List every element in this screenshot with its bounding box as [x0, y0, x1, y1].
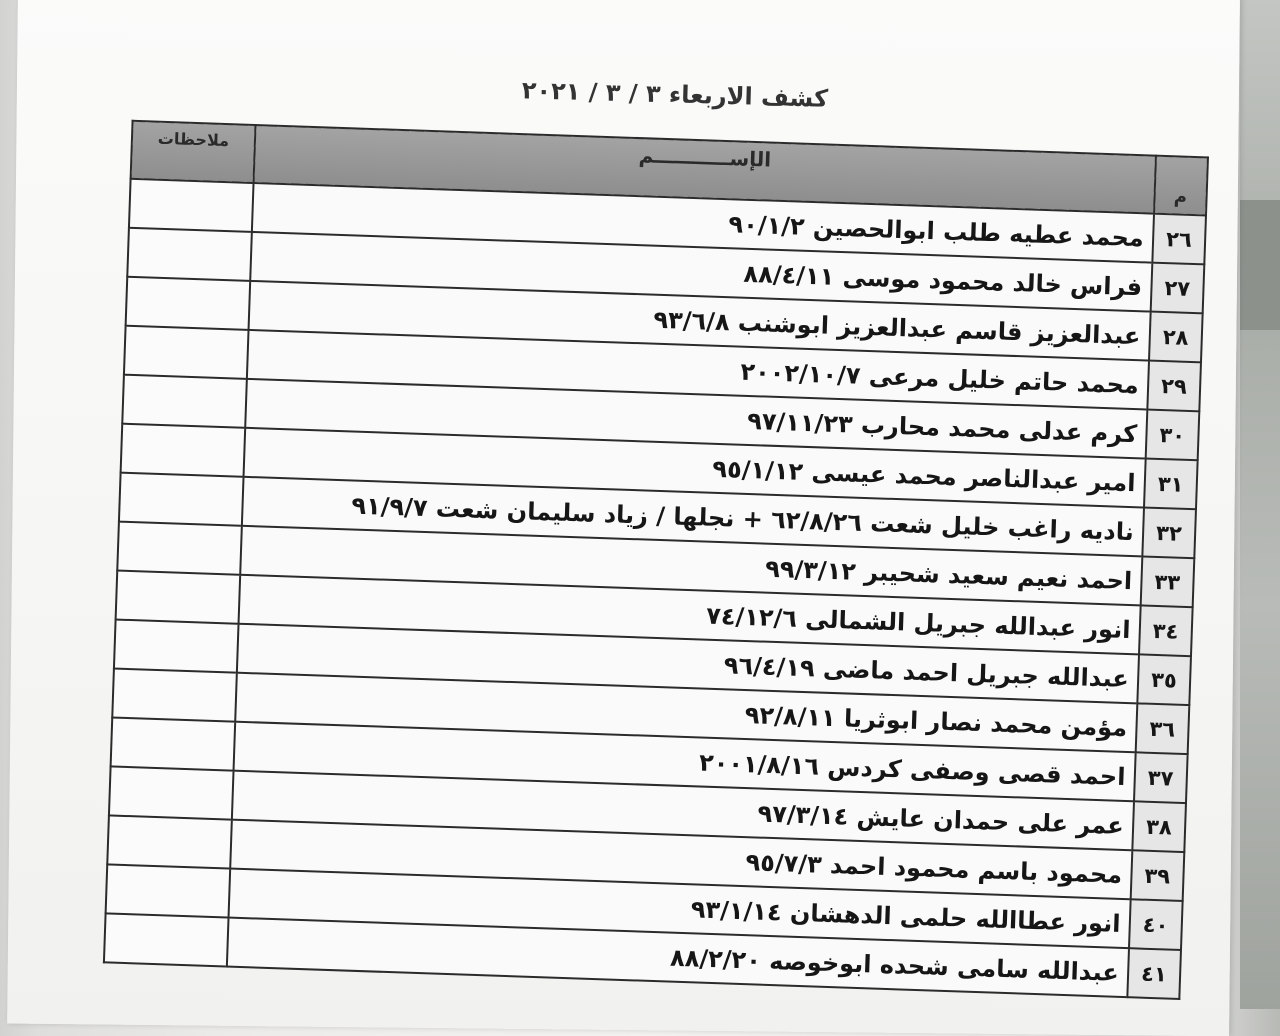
row-name: مؤمن محمد نصار ابوثريا ٩٢/٨/١١	[235, 673, 1137, 753]
row-name: احمد نعيم سعيد شحيبر ٩٩/٣/١٢	[240, 526, 1142, 606]
row-name: احمد قصى وصفى كردس ٢٠٠١/٨/١٦	[233, 722, 1135, 802]
row-number: ٣٣	[1140, 556, 1194, 607]
row-name: ناديه راغب خليل شعت ٦٢/٨/٢٦ + نجلها / زياد سليمان شعت ٩١/٩/٧	[242, 477, 1144, 557]
row-notes	[124, 326, 249, 379]
paper-sheet	[7, 0, 1240, 1036]
roster-table	[103, 120, 1209, 1000]
row-notes	[122, 375, 247, 428]
row-name: عبدالعزيز قاسم عبدالعزيز ابوشنب ٩٣/٦/٨	[248, 281, 1150, 361]
row-name: عبدالله جبريل احمد ماضى ٩٦/٤/١٩	[237, 624, 1139, 704]
row-number: ٣٧	[1134, 752, 1188, 803]
row-notes	[104, 913, 229, 966]
row-notes	[112, 669, 237, 722]
row-notes	[107, 815, 232, 868]
row-notes	[126, 277, 251, 330]
row-name: محمد عطيه طلب ابوالحصين ٩٠/١/٢	[252, 183, 1154, 263]
row-number: ٤٠	[1129, 899, 1183, 950]
row-notes	[106, 864, 231, 917]
row-number: ٣٢	[1142, 507, 1196, 558]
row-number: ٢٨	[1149, 312, 1203, 363]
row-notes	[119, 473, 244, 526]
row-notes	[116, 571, 241, 624]
row-name: انور عبدالله جبريل الشمالى ٧٤/١٢/٦	[238, 575, 1140, 655]
header-notes: ملاحظات	[131, 121, 256, 183]
row-name: محمود باسم محمود احمد ٩٥/٧/٣	[230, 820, 1132, 900]
row-name: محمد حاتم خليل مرعى ٢٠٠٢/١٠/٧	[247, 330, 1149, 410]
row-notes	[129, 179, 254, 232]
row-name: امير عبدالناصر محمد عيسى ٩٥/١/١٢	[243, 428, 1145, 508]
roster-table-container	[103, 120, 1209, 1000]
row-number: ٣٤	[1139, 605, 1193, 656]
row-number: ٢٩	[1147, 361, 1201, 412]
row-number: ٣٨	[1132, 801, 1186, 852]
row-number: ٣٥	[1137, 654, 1191, 705]
row-number: ٢٦	[1152, 214, 1206, 265]
row-number: ٣٦	[1135, 703, 1189, 754]
scanner-panel	[1240, 200, 1280, 330]
row-name: عمر على حمدان عايش ٩٧/٣/١٤	[232, 771, 1134, 851]
row-name: فراس خالد محمود موسى ٨٨/٤/١١	[250, 232, 1152, 312]
row-name: انور عطاالله حلمى الدهشان ٩٣/١/١٤	[228, 869, 1130, 949]
row-number: ٢٧	[1150, 263, 1204, 314]
row-name: كرم عدلى محمد محارب ٩٧/١١/٢٣	[245, 379, 1147, 459]
scanner-housing	[1240, 0, 1280, 1009]
row-number: ٣٩	[1130, 850, 1184, 901]
row-notes	[121, 424, 246, 477]
row-number: ٣١	[1144, 458, 1198, 509]
row-notes	[109, 766, 234, 819]
document-title: كشف الاربعاء ٣ / ٣ / ٢٠٢١	[521, 76, 829, 113]
row-notes	[127, 228, 252, 281]
row-number: ٣٠	[1145, 410, 1199, 461]
header-number: م	[1154, 156, 1208, 216]
row-name: عبدالله سامى شحده ابوخوصه ٨٨/٢/٢٠	[227, 918, 1129, 998]
row-number: ٤١	[1127, 948, 1181, 999]
row-notes	[117, 522, 242, 575]
row-notes	[114, 620, 239, 673]
row-notes	[111, 717, 236, 770]
header-name: الإســـــــــــم	[253, 125, 1155, 214]
